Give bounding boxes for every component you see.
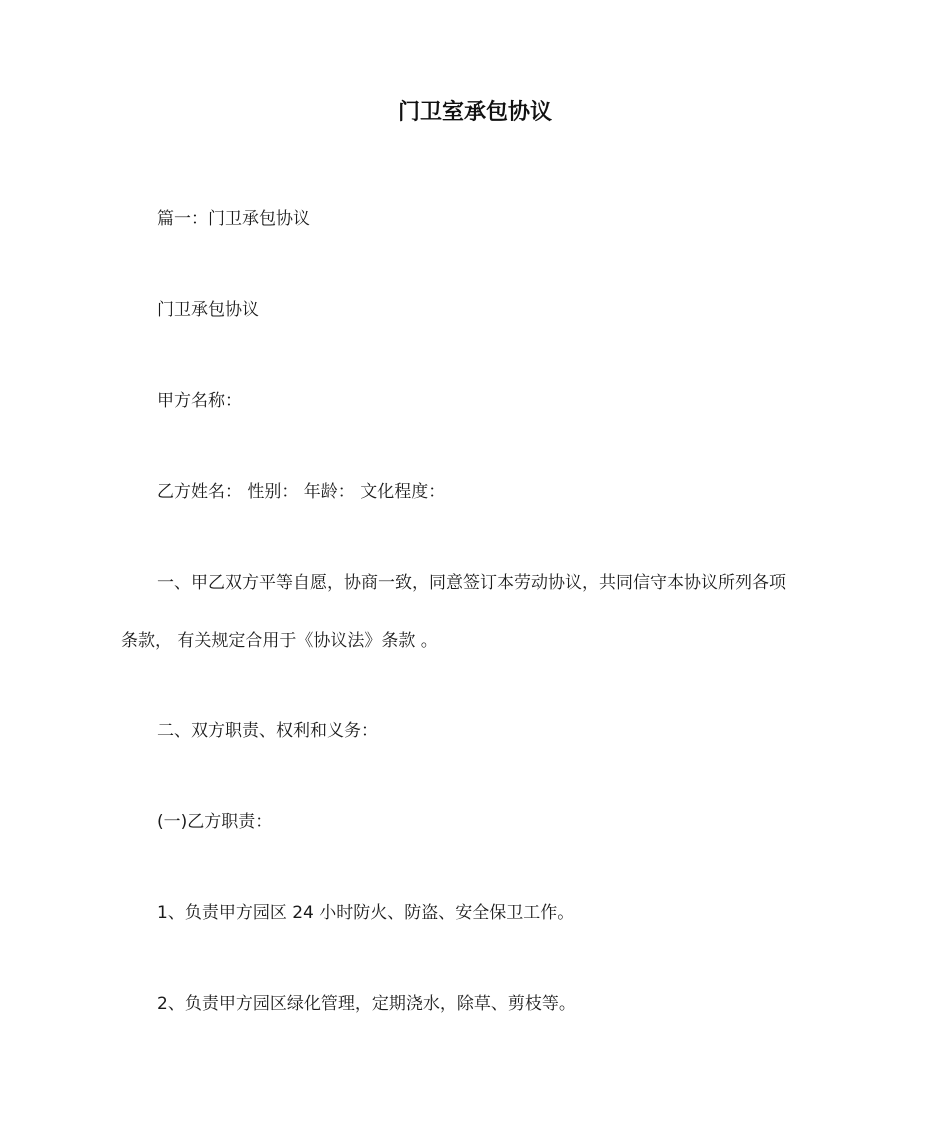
party-b-duties-heading: (一)乙方职责： — [157, 812, 273, 832]
duty-item-2: 2、负责甲方园区绿化管理，定期浇水，除草、剪枝等。 — [157, 994, 576, 1014]
document-title: 门卫室承包协议 — [397, 100, 552, 125]
party-a-name-label: 甲方名称： — [157, 391, 242, 411]
clause-one-line-2: 条款， 有关规定合用于《协议法》条款 。 — [121, 631, 438, 651]
clause-one-line-1: 一、甲乙双方平等自愿，协商一致，同意签订本劳动协议，共同信守本协议所列各项 — [157, 573, 786, 593]
agreement-subtitle: 门卫承包协议 — [157, 300, 259, 320]
section-heading-part-one: 篇一：门卫承包协议 — [157, 209, 310, 229]
party-b-info-labels: 乙方姓名： 性别： 年龄： 文化程度： — [157, 482, 446, 502]
clause-two-heading: 二、双方职责、权利和义务： — [157, 721, 378, 741]
duty-item-1: 1、负责甲方园区 24 小时防火、防盗、安全保卫工作。 — [157, 903, 575, 923]
